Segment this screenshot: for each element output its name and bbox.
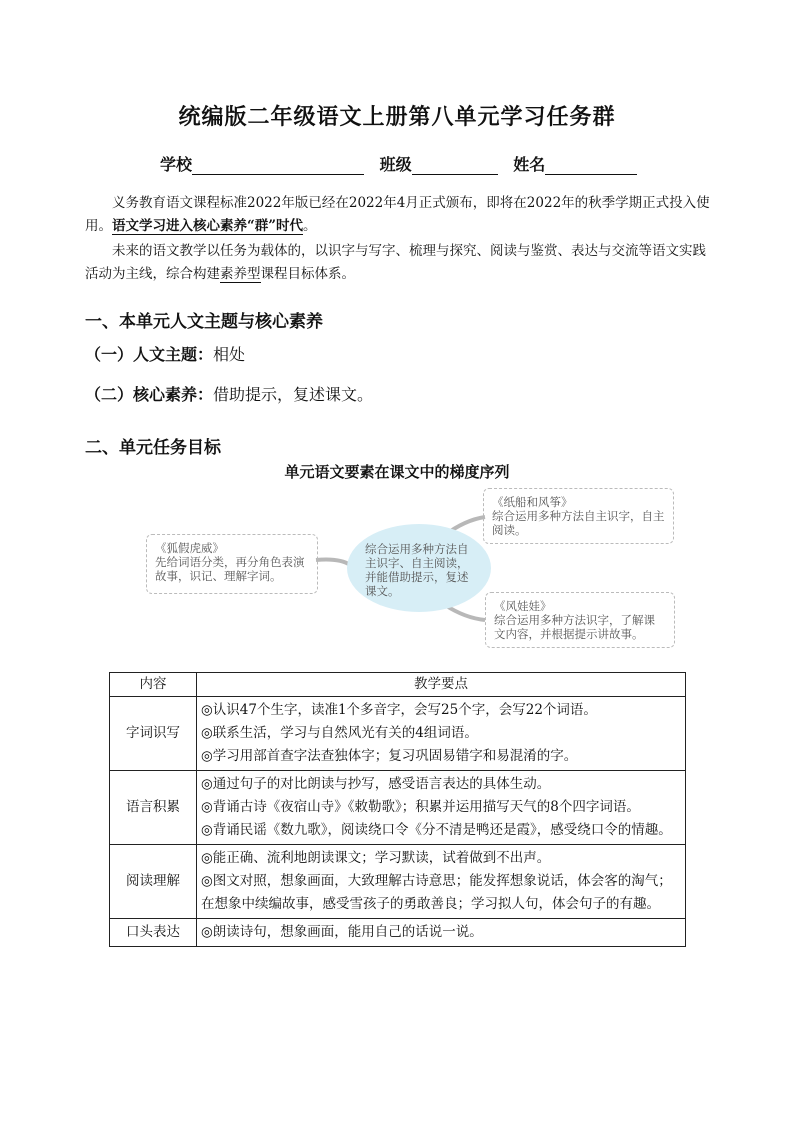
- row-points: ◎朗读诗句，想象画面，能用自己的话说一说。: [197, 919, 686, 947]
- row-points: ◎能正确、流利地朗读课文；学习默读，试着做到不出声。 ◎图文对照，想象画面，大致理解古诗意思；能发挥想象说话，体会客的淘气；在想象中续编故事，感受雪孩子的勇敢善良；学习拟人句，体会句子的有趣。: [197, 845, 686, 919]
- table-row: [110, 771, 686, 845]
- section-1-heading: 一、本单元人文主题与核心素养: [85, 312, 323, 332]
- school-label: 学校: [160, 155, 193, 174]
- diagram-title: 单元语文要素在课文中的梯度序列: [284, 463, 510, 481]
- name-label: 姓名: [513, 155, 546, 174]
- table-row: [110, 845, 686, 919]
- bubble-fengwawa: 《风娃娃》 综合运用多种方法识字，了解课文内容，并根据提示讲故事。: [485, 592, 675, 648]
- bubble-zhichuan: 《纸船和风筝》 综合运用多种方法自主识字，自主阅读。: [483, 488, 674, 544]
- theme-line: （一）人文主题：相处: [85, 345, 246, 364]
- page-title: 统编版二年级语文上册第八单元学习任务群: [178, 105, 616, 130]
- underlined-term: 素养型: [220, 266, 261, 282]
- table-row: [110, 697, 686, 771]
- class-label: 班级: [379, 155, 412, 174]
- info-row: [160, 152, 647, 175]
- intro: [85, 192, 713, 286]
- row-points: ◎通过句子的对比朗读与抄写，感受语言表达的具体生动。 ◎背诵古诗《夜宿山寺》《敕勒歌》；积累并运用描写天气的8个四字词语。 ◎背诵民谣《数九歌》，阅读绕口令《分不清是鸭还是霞》，感受绕口令的情趣。: [197, 771, 686, 845]
- connector-left: [316, 560, 350, 565]
- header-content: 内容: [110, 673, 197, 697]
- class-blank: [412, 158, 498, 175]
- emphasis-text: 语文学习进入核心素养“群”时代: [112, 218, 304, 234]
- bubble-hujiahuwei: 《狐假虎威》 先给词语分类，再分角色表演故事，识记、理解字词。: [146, 534, 318, 594]
- row-points: ◎认识47个生字，读准1个多音字，会写25个字，会写22个词语。 ◎联系生活，学习与自然风光有关的4组词语。 ◎学习用部首查字法查独体字；复习巩固易错字和易混淆的字。: [197, 697, 686, 771]
- teaching-points-table: [109, 672, 686, 947]
- row-category: 口头表达: [110, 919, 197, 947]
- intro-paragraph-1: 义务教育语文课程标准2022年版已经在2022年4月正式颁布，即将在2022年的秋季学期正式投入使用。语文学习进入核心素养“群”时代。: [85, 195, 710, 234]
- table-row: [110, 919, 686, 947]
- row-category: 阅读理解: [110, 845, 197, 919]
- center-node: 综合运用多种方法自主识字、自主阅读，并能借助提示，复述课文。: [347, 524, 491, 612]
- intro-paragraph-2: 未来的语文教学以任务为载体的，以识字与写字、梳理与探究、阅读与鉴赏、表达与交流等语文实践活动为主线，综合构建素养型课程目标体系。: [85, 243, 706, 282]
- row-category: 语言积累: [110, 771, 197, 845]
- school-blank: [192, 158, 364, 175]
- table-header-row: [110, 673, 686, 697]
- section-2-heading: 二、单元任务目标: [85, 438, 221, 458]
- literacy-line: （二）核心素养：借助提示，复述课文。: [85, 385, 374, 404]
- row-category: 字词识写: [110, 697, 197, 771]
- header-points: 教学要点: [197, 673, 686, 697]
- name-blank: [545, 158, 637, 175]
